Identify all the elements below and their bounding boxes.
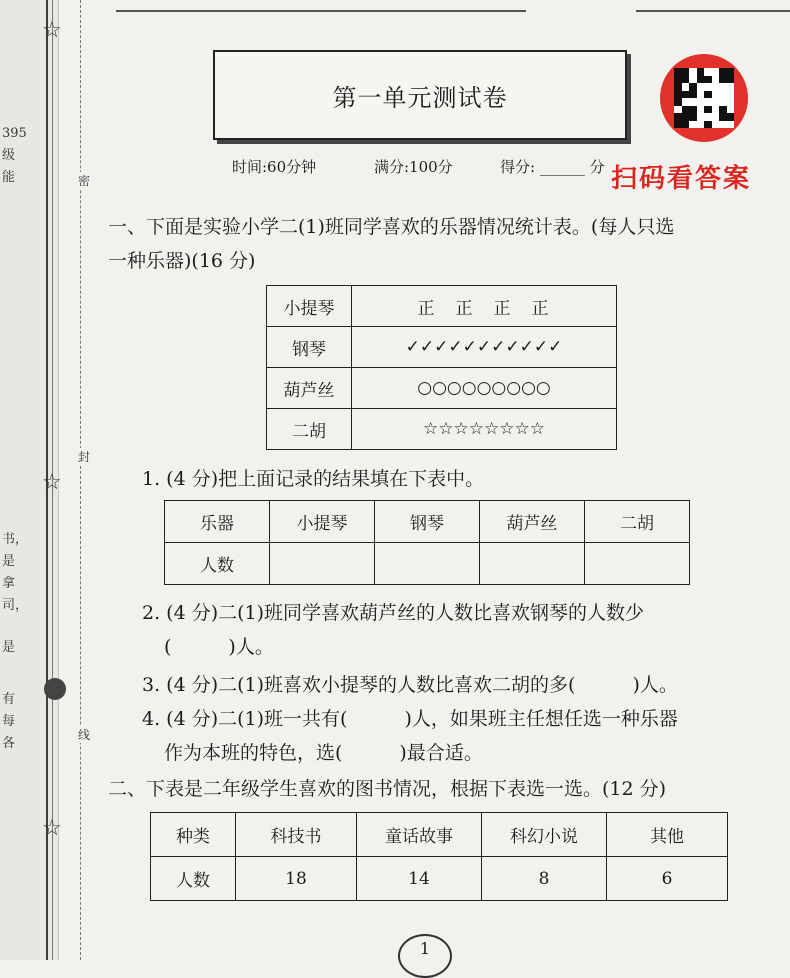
table-row <box>267 286 617 327</box>
instrument-count-table <box>164 500 690 585</box>
left-fragment: 是 <box>2 554 16 569</box>
tally-marks: 正 正 正 正 <box>352 286 617 327</box>
tally-table <box>266 285 617 450</box>
qr-module <box>682 76 690 84</box>
qr-module <box>704 91 712 99</box>
qr-module <box>697 121 705 129</box>
table-header: 二胡 <box>585 501 690 543</box>
qr-module <box>712 106 720 114</box>
tally-marks: ○○○○○○○○○ <box>352 368 617 409</box>
qr-pattern <box>674 68 734 128</box>
table-header: 科幻小说 <box>482 813 607 857</box>
qr-module <box>727 83 735 91</box>
star-icon: ☆ <box>42 816 62 841</box>
question-4-cont: 作为本班的特色，选( )最合适。 <box>164 742 483 764</box>
question-2-cont: ( )人。 <box>164 636 274 658</box>
table-cell: 8 <box>482 857 607 901</box>
table-row <box>165 543 690 585</box>
left-fragment: 各 <box>2 736 16 751</box>
answer-cell[interactable] <box>585 543 690 585</box>
qr-module <box>689 106 697 114</box>
qr-module <box>727 106 735 114</box>
answer-cell[interactable] <box>480 543 585 585</box>
qr-module <box>674 83 682 91</box>
question-2: 2. (4 分)二(1)班同学喜欢葫芦丝的人数比喜欢钢琴的人数少 <box>142 602 645 624</box>
table-cell: 18 <box>236 857 357 901</box>
table-row <box>165 501 690 543</box>
qr-module <box>727 91 735 99</box>
qr-module <box>682 68 690 76</box>
answer-cell[interactable] <box>375 543 480 585</box>
qr-module <box>697 106 705 114</box>
qr-module <box>674 76 682 84</box>
qr-module <box>704 76 712 84</box>
qr-module <box>719 76 727 84</box>
table-cell: 6 <box>607 857 728 901</box>
qr-module <box>727 98 735 106</box>
qr-module <box>697 113 705 121</box>
qr-module <box>727 121 735 129</box>
qr-module <box>712 98 720 106</box>
qr-module <box>727 76 735 84</box>
question-4: 4. (4 分)二(1)班一共有( )人，如果班主任想任选一种乐器 <box>142 708 678 730</box>
qr-module <box>689 121 697 129</box>
qr-module <box>674 113 682 121</box>
star-icon: ☆ <box>42 18 62 43</box>
qr-module <box>712 91 720 99</box>
left-fragment: 能 <box>2 170 16 185</box>
seal-label: 密 <box>78 174 91 188</box>
worksheet-page <box>96 0 790 960</box>
qr-module <box>712 76 720 84</box>
qr-module <box>682 98 690 106</box>
qr-module <box>704 98 712 106</box>
table-header: 种类 <box>151 813 236 857</box>
table-cell: 14 <box>357 857 482 901</box>
header-decoration <box>116 0 526 12</box>
qr-module <box>697 76 705 84</box>
qr-module <box>682 113 690 121</box>
left-fragment: 是 <box>2 640 16 655</box>
qr-module <box>712 113 720 121</box>
table-header: 钢琴 <box>375 501 480 543</box>
binding-hole-icon <box>44 678 66 700</box>
qr-module <box>689 83 697 91</box>
page-title: 第一单元测试卷 <box>332 83 508 112</box>
table-header: 乐器 <box>165 501 270 543</box>
left-fragment: 有 <box>2 692 16 707</box>
seal-label: 封 <box>78 450 91 464</box>
table-row-label: 人数 <box>151 857 236 901</box>
left-fragment: 395 <box>2 126 27 141</box>
qr-module <box>689 76 697 84</box>
qr-module <box>674 121 682 129</box>
qr-module <box>682 121 690 129</box>
section2-heading: 二、下表是二年级学生喜欢的图书情况，根据下表选一选。(12 分) <box>108 778 667 800</box>
qr-module <box>719 91 727 99</box>
qr-module <box>719 83 727 91</box>
qr-module <box>719 68 727 76</box>
header-decoration-right <box>636 0 790 12</box>
table-row <box>151 813 728 857</box>
table-row <box>267 327 617 368</box>
qr-module <box>719 106 727 114</box>
qr-module <box>689 91 697 99</box>
qr-module <box>689 68 697 76</box>
time-limit: 时间:60分钟 <box>232 158 317 176</box>
tally-label: 小提琴 <box>267 286 352 327</box>
left-fragment: 书， <box>2 532 29 547</box>
left-fragment: 拿 <box>2 576 16 591</box>
tally-label: 二胡 <box>267 409 352 450</box>
qr-module <box>712 68 720 76</box>
cut-line <box>80 0 81 960</box>
qr-module <box>674 106 682 114</box>
qr-module <box>697 91 705 99</box>
qr-module <box>682 91 690 99</box>
qr-module <box>704 113 712 121</box>
left-binding-strip <box>0 0 62 960</box>
qr-module <box>689 98 697 106</box>
question-1: 1. (4 分)把上面记录的结果填在下表中。 <box>142 468 485 490</box>
full-score: 满分:100分 <box>374 158 453 176</box>
qr-module <box>682 83 690 91</box>
qr-module <box>704 83 712 91</box>
left-fragment: 每 <box>2 714 16 729</box>
qr-caption: 扫码看答案 <box>611 164 752 194</box>
page-number: 1 <box>398 934 452 978</box>
tally-label: 葫芦丝 <box>267 368 352 409</box>
qr-module <box>697 83 705 91</box>
left-fragment: 级 <box>2 148 16 163</box>
qr-module <box>719 98 727 106</box>
qr-module <box>719 121 727 129</box>
qr-module <box>704 68 712 76</box>
star-icon: ☆ <box>42 470 62 495</box>
tally-marks: ☆☆☆☆☆☆☆☆ <box>352 409 617 450</box>
qr-module <box>712 121 720 129</box>
table-header: 科技书 <box>236 813 357 857</box>
qr-module <box>727 68 735 76</box>
table-row-label: 人数 <box>165 543 270 585</box>
qr-module <box>674 68 682 76</box>
question-3: 3. (4 分)二(1)班喜欢小提琴的人数比喜欢二胡的多( )人。 <box>142 674 678 696</box>
qr-module <box>682 106 690 114</box>
title-box <box>213 50 627 140</box>
table-row <box>267 409 617 450</box>
table-header: 葫芦丝 <box>480 501 585 543</box>
qr-module <box>712 83 720 91</box>
qr-module <box>704 121 712 129</box>
section1-heading-cont: 一种乐器)(16 分) <box>108 250 256 272</box>
table-header: 童话故事 <box>357 813 482 857</box>
qr-module <box>674 98 682 106</box>
section1-heading: 一、下面是实验小学二(1)班同学喜欢的乐器情况统计表。(每人只选 <box>108 216 675 238</box>
tally-label: 钢琴 <box>267 327 352 368</box>
qr-module <box>697 68 705 76</box>
seal-label: 线 <box>78 728 91 742</box>
table-header: 其他 <box>607 813 728 857</box>
qr-module <box>697 98 705 106</box>
qr-module <box>727 113 735 121</box>
qr-module <box>719 113 727 121</box>
qr-code-icon[interactable] <box>660 54 748 142</box>
tally-marks: ✓✓✓✓✓✓✓✓✓✓✓ <box>352 327 617 368</box>
qr-module <box>674 91 682 99</box>
answer-cell[interactable] <box>270 543 375 585</box>
book-preference-table <box>150 812 728 901</box>
table-row <box>151 857 728 901</box>
table-header: 小提琴 <box>270 501 375 543</box>
qr-module <box>704 106 712 114</box>
left-fragment: 司， <box>2 598 29 613</box>
score-field: 得分: ______ 分 <box>500 158 605 176</box>
table-row <box>267 368 617 409</box>
qr-module <box>689 113 697 121</box>
